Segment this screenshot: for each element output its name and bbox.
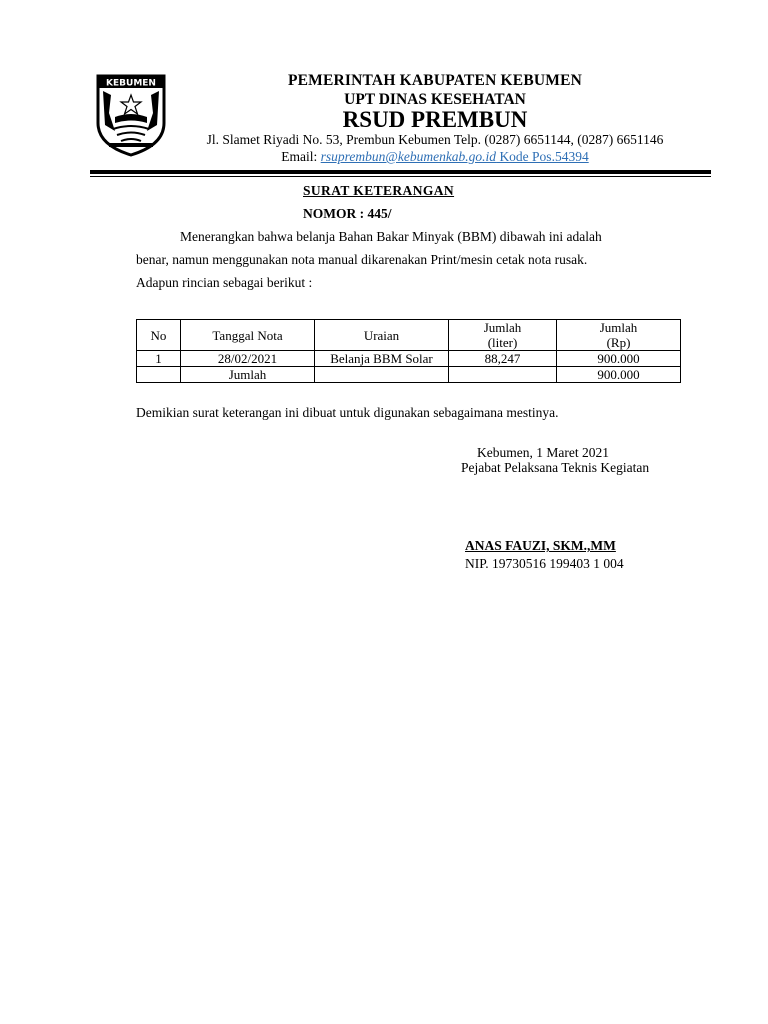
header-liter-line1: Jumlah (483, 320, 522, 335)
letter-title: SURAT KETERANGAN (303, 183, 455, 198)
closing-statement: Demikian surat keterangan ini dibuat untuk digunakan sebagaimana mestinya. (136, 405, 559, 420)
paragraph-line-2: benar, namun menggunakan nota manual dikarenakan Print/mesin cetak nota rusak. (136, 252, 588, 267)
total-label: Jumlah (181, 367, 315, 383)
header-rp-line1: Jumlah (599, 320, 638, 335)
header-rp (557, 320, 681, 351)
letterhead-address: Jl. Slamet Riyadi No. 53, Prembun Kebumen Telp. (0287) 6651144, (0287) 6651146 (206, 132, 664, 147)
header-date: Tanggal Nota (181, 320, 315, 351)
logo-lettering: KEBUMEN (106, 78, 156, 89)
email-label: Email: (281, 149, 321, 164)
letterhead-divider-thin (90, 176, 711, 177)
cell-description: Belanja BBM Solar (315, 351, 449, 367)
cell-date: 28/02/2021 (181, 351, 315, 367)
email-link[interactable]: rsuprembun@kebumenkab.go.id (320, 149, 497, 164)
place-date: Kebumen, 1 Maret 2021 (477, 445, 609, 460)
letterhead-hospital-name: RSUD PREMBUN (342, 107, 528, 132)
cell-rp: 900.000 (557, 351, 681, 367)
header-no: No (137, 320, 181, 351)
table-header-row (137, 320, 681, 351)
total-rp: 900.000 (557, 367, 681, 383)
total-cell-empty-desc (315, 367, 449, 383)
fuel-expense-table (136, 319, 681, 383)
letterhead-contact (180, 149, 690, 165)
header-description: Uraian (315, 320, 449, 351)
header-rp-line2: (Rp) (606, 335, 631, 350)
table-row (137, 351, 681, 367)
paragraph-line-3: Adapun rincian sebagai berikut : (136, 275, 313, 290)
signer-name: ANAS FAUZI, SKM.,MM (465, 538, 616, 553)
signer-position: Pejabat Pelaksana Teknis Kegiatan (461, 460, 650, 475)
kebumen-coat-of-arms-logo (95, 73, 167, 157)
total-cell-empty-liter (449, 367, 557, 383)
signer-nip: NIP. 19730516 199403 1 004 (465, 556, 624, 571)
letterhead-department: UPT DINAS KESEHATAN (344, 91, 526, 108)
cell-liter: 88,247 (449, 351, 557, 367)
letterhead-government: PEMERINTAH KABUPATEN KEBUMEN (287, 72, 583, 89)
table-total-row (137, 367, 681, 383)
total-cell-empty (137, 367, 181, 383)
paragraph-line-1: Menerangkan bahwa belanja Bahan Bakar Minyak (BBM) dibawah ini adalah (180, 229, 602, 244)
letter-number: NOMOR : 445/ (303, 206, 392, 221)
header-liter (449, 320, 557, 351)
postal-code: Kode Pos.54394 (496, 149, 589, 164)
cell-no: 1 (137, 351, 181, 367)
letterhead-divider-thick (90, 170, 711, 174)
header-liter-line2: (liter) (487, 335, 518, 350)
